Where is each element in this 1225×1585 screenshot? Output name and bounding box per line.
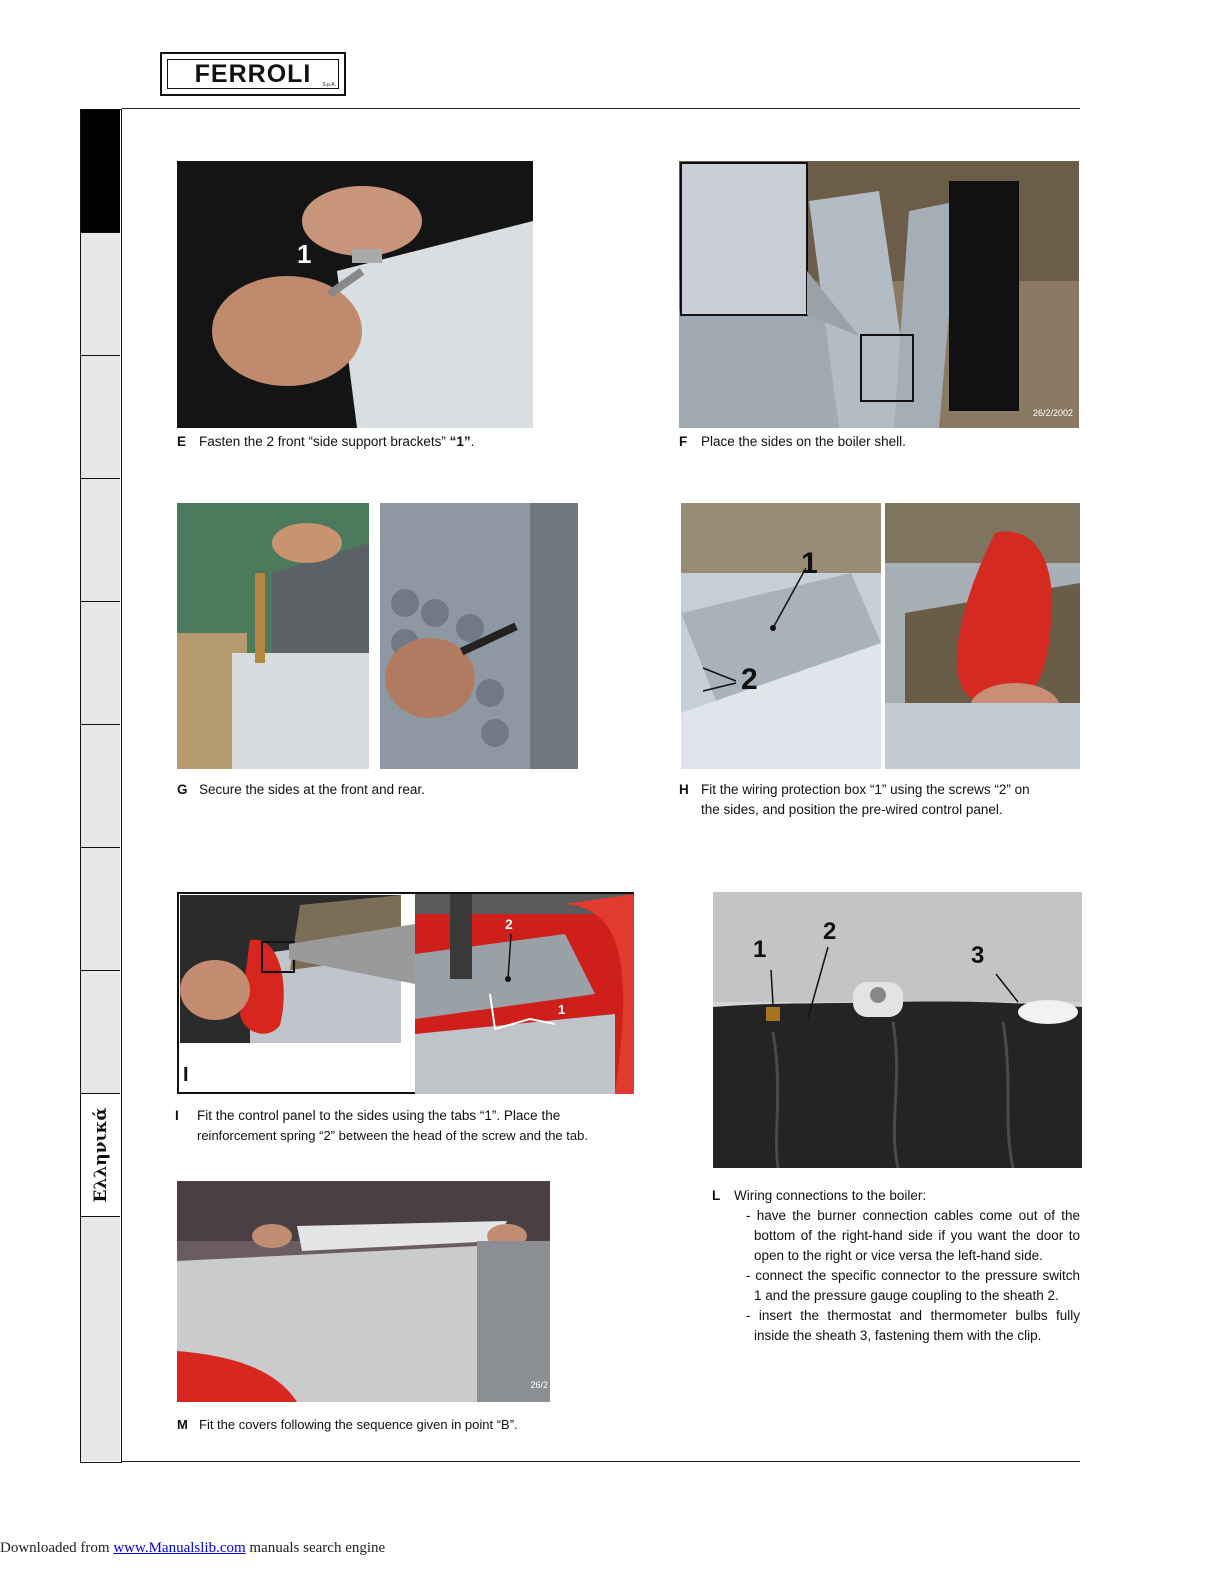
caption-f	[679, 432, 1079, 452]
caption-e-text: Fasten the 2 front “side support brackets”	[199, 434, 450, 449]
caption-i	[175, 1106, 635, 1146]
photo-h-callout-1: 1	[801, 547, 818, 580]
caption-h	[679, 780, 1081, 820]
caption-m-text: Fit the covers following the sequence given in point “B”.	[199, 1417, 518, 1432]
photo-g-front-secure	[177, 503, 369, 769]
brand-name: FERROLI	[194, 59, 312, 88]
photo-e-callout-1: 1	[297, 239, 312, 269]
header-rule	[122, 108, 1080, 109]
photo-m-fit-covers	[177, 1181, 550, 1402]
footer-rule	[122, 1461, 1080, 1462]
caption-m-letter: M	[177, 1417, 188, 1432]
brand-suffix: S.p.A.	[322, 82, 336, 88]
caption-i-line2: reinforcement spring “2” between the head of the screw and the tab.	[197, 1128, 588, 1143]
photo-l-callout-2: 2	[823, 918, 837, 945]
index-tab-4[interactable]	[81, 479, 120, 602]
photo-f-date-stamp: 26/2/2002	[1032, 408, 1073, 418]
caption-l-letter: L	[712, 1188, 721, 1203]
photo-m-date-stamp: 26/2	[530, 1380, 548, 1390]
caption-e-bold: “1”	[449, 434, 471, 449]
caption-l	[712, 1186, 1080, 1346]
photo-i-callout-2: 2	[505, 916, 513, 932]
photo-g-rear-secure	[380, 503, 578, 769]
caption-m	[177, 1415, 597, 1435]
caption-g	[177, 780, 577, 800]
caption-g-letter: G	[177, 782, 188, 797]
photo-e-side-support-brackets	[177, 161, 533, 428]
download-footer	[0, 1540, 385, 1557]
photo-l-callout-1: 1	[753, 936, 767, 963]
photo-l-wiring-connections	[713, 892, 1082, 1168]
caption-i-line1: Fit the control panel to the sides using the tabs “1”. Place the	[197, 1108, 561, 1123]
photo-h-callout-2: 2	[741, 663, 758, 696]
caption-h-line2: the sides, and position the pre-wired control panel.	[701, 802, 1003, 817]
caption-f-letter: F	[679, 434, 688, 449]
photo-h-control-panel	[885, 503, 1080, 769]
index-tab-7[interactable]	[81, 848, 120, 971]
caption-l-bullet-3: - insert the thermostat and thermometer bulbs fully inside the sheath 3, fastening them with the clip.	[746, 1308, 1080, 1343]
manualslib-link[interactable]: www.Manualslib.com	[113, 1540, 246, 1556]
footer-prefix: Downloaded from	[0, 1540, 114, 1556]
footer-suffix: manuals search engine	[245, 1540, 386, 1556]
index-tab-8[interactable]	[81, 971, 120, 1094]
caption-h-letter: H	[679, 782, 689, 797]
photo-i-detail	[415, 894, 634, 1094]
index-tab-language[interactable]	[81, 1094, 120, 1217]
language-label: Ελληνικά	[90, 1107, 111, 1203]
caption-i-letter: I	[175, 1108, 179, 1123]
photo-l-callout-3: 3	[971, 942, 985, 969]
index-tab-10[interactable]	[81, 1217, 120, 1461]
photo-h-wiring-box	[681, 503, 881, 769]
caption-h-line1: Fit the wiring protection box “1” using the screws “2” on	[701, 782, 1030, 797]
index-tab-5[interactable]	[81, 602, 120, 725]
photo-i-callout-1: 1	[558, 1002, 566, 1017]
caption-e	[177, 432, 577, 452]
caption-f-text: Place the sides on the boiler shell.	[701, 434, 906, 449]
index-tab-6[interactable]	[81, 725, 120, 848]
index-tab-1[interactable]	[81, 110, 120, 233]
index-tab-2[interactable]	[81, 233, 120, 356]
figure-i-zoom-wedge	[289, 924, 415, 984]
caption-e-end: .	[470, 434, 475, 449]
ferroli-logo	[160, 52, 346, 96]
caption-e-letter: E	[177, 434, 187, 449]
caption-l-bullet-1: - have the burner connection cables come out of the bottom of the right-hand side if you want the door to open to the right or vice versa the left-hand side.	[746, 1208, 1080, 1263]
figure-i-inset-label: I	[183, 1064, 189, 1086]
caption-l-bullet-2: - connect the specific connector to the pressure switch 1 and the pressure gauge coupling to the sheath 2.	[746, 1268, 1080, 1303]
photo-f-sides-on-shell	[679, 161, 1079, 428]
caption-l-title: Wiring connections to the boiler:	[734, 1188, 927, 1203]
figure-i-frame	[177, 892, 634, 1094]
index-tab-3[interactable]	[81, 356, 120, 479]
caption-g-text: Secure the sides at the front and rear.	[199, 782, 425, 797]
section-index-sidebar	[80, 109, 122, 1463]
